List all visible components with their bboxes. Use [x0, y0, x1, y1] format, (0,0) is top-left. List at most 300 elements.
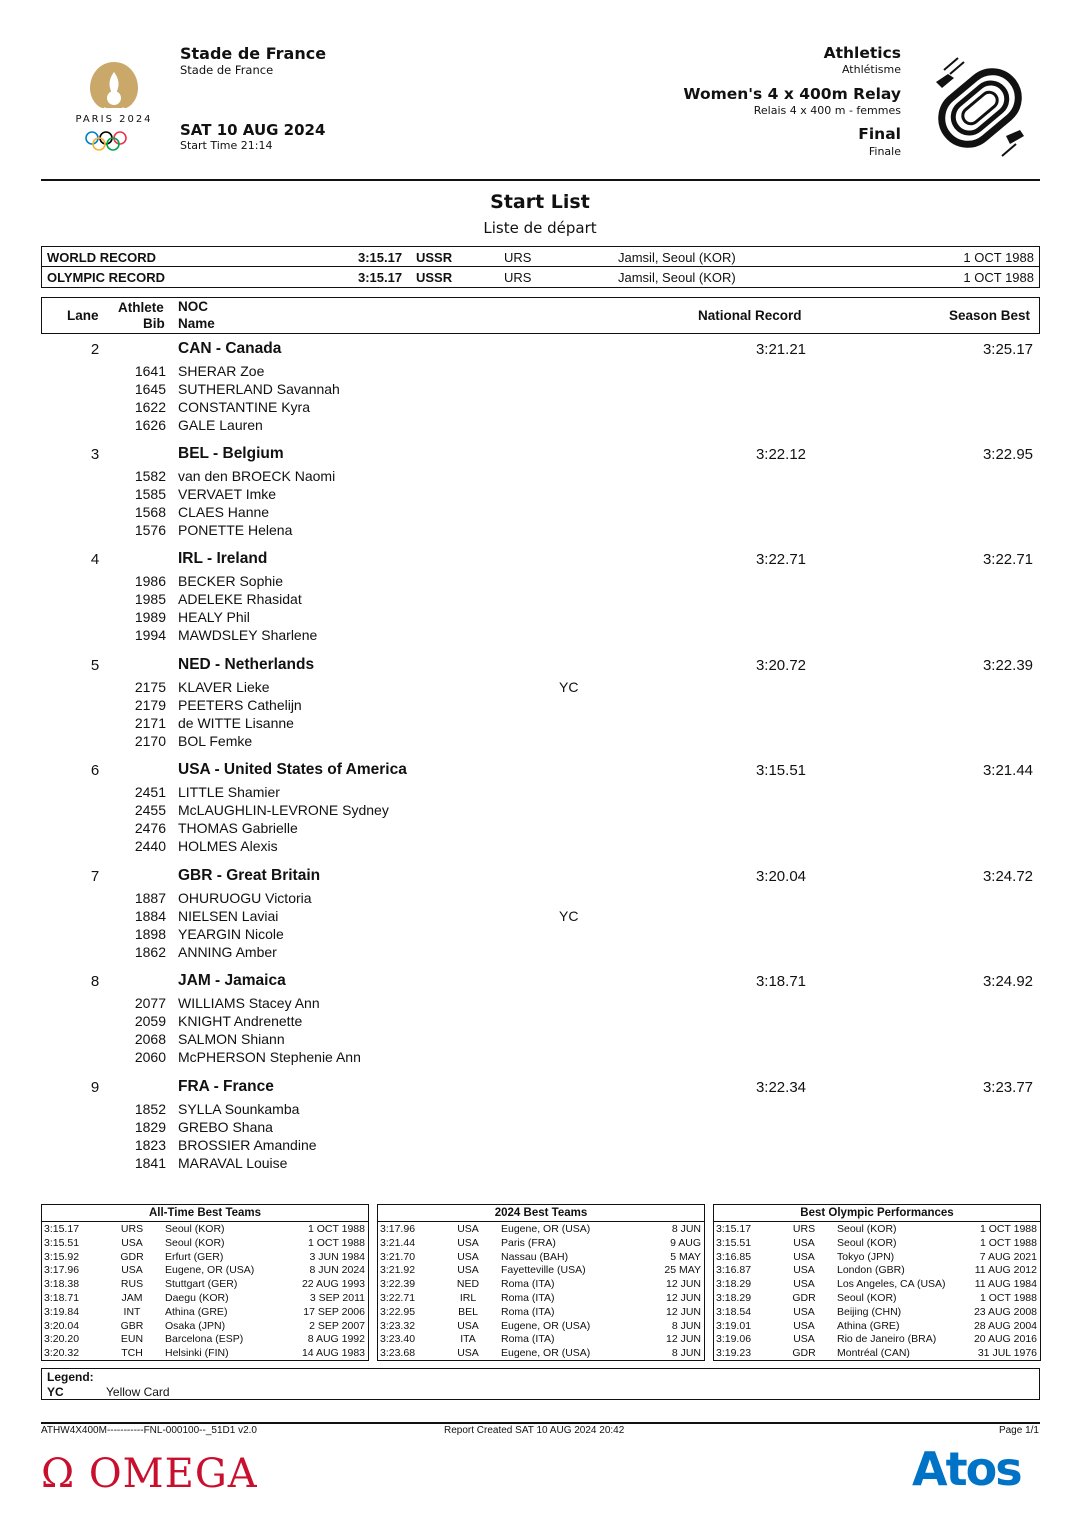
athlete-name: BROSSIER Amandine: [178, 1137, 317, 1153]
records-box: [41, 246, 1040, 288]
perf-time: 3:19.01: [716, 1319, 752, 1332]
perf-team: USA: [793, 1278, 815, 1291]
athlete-name: McPHERSON Stephenie Ann: [178, 1049, 361, 1065]
athlete-name: CONSTANTINE Kyra: [178, 399, 310, 415]
table-row: [378, 1251, 704, 1265]
record-time: 3:15.17: [358, 270, 403, 285]
perf-time: 3:16.87: [716, 1264, 752, 1277]
athlete-name: PONETTE Helena: [178, 522, 293, 538]
perf-team: USA: [121, 1236, 143, 1249]
perf-date: 22 AUG 1993: [301, 1278, 365, 1291]
column-header: [41, 297, 1040, 334]
national-record: 3:20.72: [755, 657, 806, 674]
athlete-name: ANNING Amber: [178, 944, 277, 960]
perf-team: USA: [457, 1347, 479, 1360]
athlete-bib: 1622: [134, 399, 166, 415]
col-season-best: Season Best: [949, 308, 1031, 323]
team-noc: JAM - Jamaica: [178, 972, 286, 989]
phase-name: Final: [858, 125, 901, 143]
national-record: 3:20.04: [755, 868, 806, 885]
perf-date: 12 JUN: [665, 1333, 701, 1346]
table-title: Best Olympic Performances: [714, 1205, 1040, 1222]
perf-time: 3:18.71: [44, 1292, 80, 1304]
olympic-rings-icon: [84, 130, 128, 157]
perf-team: GDR: [792, 1292, 816, 1304]
lane-number: 4: [90, 551, 100, 568]
athlete-name: BECKER Sophie: [178, 573, 284, 589]
athlete-bib: 1852: [134, 1101, 166, 1117]
table-row: [42, 1347, 368, 1361]
table-row: [714, 1333, 1040, 1347]
team-noc: IRL - Ireland: [178, 550, 268, 567]
perf-place: Paris (FRA): [501, 1236, 556, 1249]
perf-date: 11 AUG 1984: [974, 1278, 1037, 1291]
athlete-name: NIELSEN Laviai: [178, 908, 279, 924]
athlete-name: THOMAS Gabrielle: [178, 820, 298, 836]
perf-date: 7 AUG 2021: [979, 1250, 1037, 1263]
perf-date: 8 JUN: [671, 1347, 701, 1360]
table-row: [378, 1264, 704, 1278]
venue-name: Stade de France: [180, 44, 327, 63]
athlete-bib: 1585: [134, 486, 166, 502]
perf-place: Stuttgart (GER): [165, 1278, 238, 1291]
perf-date: 8 AUG 1992: [307, 1333, 365, 1346]
perf-date: 8 JUN: [671, 1319, 701, 1332]
record-time: 3:15.17: [358, 250, 403, 265]
page-title: Start List: [490, 191, 590, 213]
perf-time: 3:21.92: [380, 1264, 416, 1277]
table-row: [42, 1264, 368, 1278]
perf-time: 3:18.29: [716, 1292, 752, 1304]
table-row: [714, 1347, 1040, 1361]
perf-team: USA: [793, 1264, 815, 1277]
perf-team: NED: [456, 1278, 480, 1291]
legend-code: YC: [47, 1385, 64, 1399]
perf-team: JAM: [121, 1292, 143, 1304]
athlete-name: KNIGHT Andrenette: [178, 1013, 303, 1029]
perf-team: URS: [792, 1223, 816, 1235]
perf-place: Eugene, OR (USA): [165, 1264, 255, 1277]
athlete-bib: 1568: [134, 504, 166, 520]
table-row: [714, 1223, 1040, 1237]
athlete-bib: 2068: [134, 1031, 166, 1047]
col-athlete: Athlete: [118, 300, 164, 315]
athlete-name: SUTHERLAND Savannah: [178, 381, 340, 397]
col-name: Name: [178, 316, 215, 331]
table-row: [42, 1251, 368, 1265]
perf-date: 1 OCT 1988: [979, 1292, 1037, 1304]
perf-time: 3:22.39: [380, 1278, 416, 1291]
athlete-bib: 1576: [134, 522, 166, 538]
page-title-fr: Liste de départ: [483, 219, 597, 237]
sport-name-fr: Athlétisme: [841, 63, 901, 76]
table-row: [378, 1333, 704, 1347]
record-date: 1 OCT 1988: [963, 270, 1034, 285]
perf-date: 5 MAY: [670, 1250, 701, 1263]
season-best: 3:25.17: [982, 341, 1033, 358]
perf-team: GDR: [120, 1250, 144, 1263]
lane-number: 8: [90, 973, 100, 990]
perf-team: GDR: [792, 1347, 816, 1360]
perf-place: Fayetteville (USA): [501, 1264, 586, 1277]
record-place: Jamsil, Seoul (KOR): [618, 250, 736, 265]
perf-team: USA: [457, 1319, 479, 1332]
report-created: Report Created SAT 10 AUG 2024 20:42: [444, 1425, 625, 1436]
perf-place: Montréal (CAN): [837, 1347, 910, 1360]
record-team: USSR: [416, 250, 453, 265]
perf-place: Athina (GRE): [837, 1319, 900, 1332]
perf-team: USA: [457, 1250, 479, 1263]
team-noc: CAN - Canada: [178, 340, 282, 357]
perf-date: 12 JUN: [665, 1292, 701, 1304]
perf-time: 3:18.38: [44, 1278, 80, 1291]
perf-team: USA: [793, 1236, 815, 1249]
athlete-bib: 1887: [134, 890, 166, 906]
perf-time: 3:22.95: [380, 1305, 416, 1318]
table-row: [378, 1237, 704, 1251]
athlete-bib: 1841: [134, 1155, 166, 1171]
team-noc: GBR - Great Britain: [178, 867, 321, 884]
col-national-record: National Record: [698, 308, 802, 323]
perf-team: EUN: [120, 1333, 144, 1346]
legend-text: Yellow Card: [106, 1385, 170, 1399]
col-lane: Lane: [67, 308, 99, 323]
athlete-bib: 2179: [134, 697, 166, 713]
legend-box: [41, 1368, 1040, 1400]
perf-time: 3:19.06: [716, 1333, 752, 1346]
team-block: [41, 341, 1040, 441]
perf-time: 3:20.04: [44, 1319, 80, 1332]
perf-date: 1 OCT 1988: [979, 1236, 1037, 1249]
perf-team: USA: [121, 1264, 143, 1277]
olympic-record-row: [42, 267, 1039, 287]
legend-title: Legend:: [47, 1370, 94, 1384]
perf-place: Roma (ITA): [501, 1292, 555, 1304]
athlete-name: VERVAET Imke: [178, 486, 277, 502]
record-label: WORLD RECORD: [47, 250, 157, 265]
world-record-row: [42, 247, 1039, 267]
team-block: [41, 762, 1040, 862]
perf-date: 28 AUG 2004: [973, 1319, 1037, 1332]
perf-time: 3:17.96: [380, 1223, 416, 1235]
athlete-name: GREBO Shana: [178, 1119, 273, 1135]
perf-place: Nassau (BAH): [501, 1250, 569, 1263]
perf-date: 9 AUG: [670, 1236, 701, 1249]
athlete-name: CLAES Hanne: [178, 504, 270, 520]
perf-date: 25 MAY: [664, 1264, 701, 1277]
athlete-bib: 2059: [134, 1013, 166, 1029]
perf-place: Eugene, OR (USA): [501, 1347, 591, 1360]
perf-team: BEL: [458, 1305, 478, 1318]
table-row: [378, 1320, 704, 1334]
athlete-name: SYLLA Sounkamba: [178, 1101, 300, 1117]
perf-time: 3:20.32: [44, 1347, 80, 1360]
athlete-bib: 2455: [134, 802, 166, 818]
perf-date: 1 OCT 1988: [307, 1223, 365, 1235]
table-row: [378, 1292, 704, 1306]
athlete-bib: 1823: [134, 1137, 166, 1153]
perf-time: 3:15.17: [44, 1223, 80, 1235]
athlete-name: MAWDSLEY Sharlene: [178, 627, 318, 643]
athlete-bib: 1985: [134, 591, 166, 607]
athlete-name: LITTLE Shamier: [178, 784, 280, 800]
athlete-bib: 2170: [134, 733, 166, 749]
perf-time: 3:19.23: [716, 1347, 752, 1360]
perf-time: 3:22.71: [380, 1292, 416, 1304]
team-block: [41, 973, 1040, 1073]
athlete-bib: 1829: [134, 1119, 166, 1135]
athlete-name: HOLMES Alexis: [178, 838, 278, 854]
perf-place: Rio de Janeiro (BRA): [837, 1333, 937, 1346]
record-label: OLYMPIC RECORD: [47, 270, 165, 285]
perf-place: Seoul (KOR): [837, 1223, 897, 1235]
athlete-bib: 2451: [134, 784, 166, 800]
athlete-name: van den BROECK Naomi: [178, 468, 336, 484]
athlete-name: BOL Femke: [178, 733, 253, 749]
table-row: [42, 1292, 368, 1306]
lane-number: 2: [90, 341, 100, 358]
perf-date: 17 SEP 2006: [303, 1305, 365, 1318]
record-code: URS: [504, 270, 532, 285]
athlete-bib: 2171: [134, 715, 166, 731]
paris-2024-wordmark: PARIS 2024: [75, 114, 153, 125]
season-best: 3:21.44: [982, 762, 1033, 779]
perf-team: USA: [457, 1264, 479, 1277]
perf-time: 3:21.44: [380, 1236, 416, 1249]
perf-team: IRL: [459, 1292, 477, 1304]
team-noc: FRA - France: [178, 1078, 274, 1095]
team-block: [41, 1079, 1040, 1179]
table-title: All-Time Best Teams: [42, 1205, 368, 1222]
athlete-name: OHURUOGU Victoria: [178, 890, 312, 906]
team-block: [41, 446, 1040, 546]
perf-team: USA: [793, 1319, 815, 1332]
sport-name: Athletics: [823, 44, 901, 62]
perf-place: Eugene, OR (USA): [501, 1223, 591, 1235]
document-code: ATHW4X400M-----------FNL-000100--_51D1 v2.0: [41, 1425, 257, 1436]
phase-name-fr: Finale: [868, 145, 901, 158]
perf-date: 1 OCT 1988: [307, 1236, 365, 1249]
athlete-bib: 1994: [134, 627, 166, 643]
athlete-bib: 2476: [134, 820, 166, 836]
athlete-bib: 1862: [134, 944, 166, 960]
athlete-bib: 2077: [134, 995, 166, 1011]
perf-date: 31 JUL 1976: [977, 1347, 1037, 1360]
perf-team: USA: [457, 1236, 479, 1249]
perf-time: 3:18.29: [716, 1278, 752, 1291]
table-row: [714, 1320, 1040, 1334]
col-noc: NOC: [178, 299, 208, 314]
table-row: [378, 1278, 704, 1292]
perf-place: Erfurt (GER): [165, 1250, 224, 1263]
perf-time: 3:23.40: [380, 1333, 416, 1346]
athlete-name: SHERAR Zoe: [178, 363, 265, 379]
season-best-table: [377, 1204, 705, 1361]
athlete-name: de WITTE Lisanne: [178, 715, 294, 731]
perf-place: London (GBR): [837, 1264, 905, 1277]
perf-place: Seoul (KOR): [165, 1236, 225, 1249]
olympic-best-table: [713, 1204, 1041, 1361]
perf-date: 3 JUN 1984: [309, 1250, 365, 1263]
table-row: [42, 1320, 368, 1334]
perf-date: 12 JUN: [665, 1305, 701, 1318]
table-row: [42, 1333, 368, 1347]
all-time-best-table: [41, 1204, 369, 1361]
perf-place: Daegu (KOR): [165, 1292, 229, 1304]
perf-time: 3:20.20: [44, 1333, 80, 1346]
perf-place: Roma (ITA): [501, 1333, 555, 1346]
table-row: [42, 1223, 368, 1237]
athlete-bib: 1884: [134, 908, 166, 924]
record-team: USSR: [416, 270, 453, 285]
start-time: Start Time 21:14: [180, 139, 273, 152]
perf-team: USA: [457, 1223, 479, 1235]
national-record: 3:22.71: [755, 551, 806, 568]
perf-place: Tokyo (JPN): [837, 1250, 895, 1263]
perf-place: Athina (GRE): [165, 1305, 228, 1318]
athlete-note: YC: [559, 679, 579, 695]
team-block: [41, 551, 1040, 651]
footer-divider: [41, 1422, 1040, 1424]
season-best: 3:23.77: [982, 1079, 1033, 1096]
national-record: 3:21.21: [755, 341, 806, 358]
athlete-bib: 2060: [134, 1049, 166, 1065]
event-name: Women's 4 x 400m Relay: [683, 85, 901, 103]
perf-time: 3:17.96: [44, 1264, 80, 1277]
national-record: 3:22.34: [755, 1079, 806, 1096]
athlete-note: YC: [559, 908, 579, 924]
athlete-bib: 1626: [134, 417, 166, 433]
athlete-bib: 1898: [134, 926, 166, 942]
perf-time: 3:15.17: [716, 1223, 752, 1235]
season-best: 3:22.71: [982, 551, 1033, 568]
season-best: 3:24.72: [982, 868, 1033, 885]
perf-team: USA: [793, 1333, 815, 1346]
lane-number: 9: [90, 1079, 100, 1096]
athlete-bib: 1582: [134, 468, 166, 484]
page-number: Page 1/1: [998, 1425, 1039, 1436]
athlete-bib: 1989: [134, 609, 166, 625]
athlete-bib: 1645: [134, 381, 166, 397]
col-bib: Bib: [143, 316, 165, 331]
record-date: 1 OCT 1988: [963, 250, 1034, 265]
event-date: SAT 10 AUG 2024: [180, 121, 326, 139]
perf-team: USA: [793, 1250, 815, 1263]
record-code: URS: [504, 250, 532, 265]
perf-date: 12 JUN: [665, 1278, 701, 1291]
table-row: [714, 1237, 1040, 1251]
perf-date: 1 OCT 1988: [979, 1223, 1037, 1235]
perf-team: GBR: [120, 1319, 144, 1332]
athlete-name: McLAUGHLIN-LEVRONE Sydney: [178, 802, 389, 818]
perf-time: 3:21.70: [380, 1250, 416, 1263]
athlete-name: MARAVAL Louise: [178, 1155, 288, 1171]
athlete-bib: 2440: [134, 838, 166, 854]
omega-logo: Ω OMEGA: [41, 1451, 258, 1497]
lane-number: 3: [90, 446, 100, 463]
perf-time: 3:15.92: [44, 1250, 80, 1263]
perf-date: 14 AUG 1983: [301, 1347, 365, 1360]
team-noc: USA - United States of America: [178, 761, 407, 778]
atos-logo: Atos: [912, 1442, 1021, 1496]
table-row: [714, 1306, 1040, 1320]
perf-team: INT: [123, 1305, 141, 1318]
perf-time: 3:15.51: [44, 1236, 80, 1249]
athlete-name: YEARGIN Nicole: [178, 926, 284, 942]
perf-time: 3:23.32: [380, 1319, 416, 1332]
table-row: [42, 1237, 368, 1251]
perf-time: 3:18.54: [716, 1305, 752, 1318]
athlete-name: ADELEKE Rhasidat: [178, 591, 302, 607]
table-row: [714, 1264, 1040, 1278]
perf-place: Roma (ITA): [501, 1305, 555, 1318]
header-divider: [41, 179, 1040, 181]
team-block: [41, 657, 1040, 757]
team-noc: NED - Netherlands: [178, 656, 315, 673]
perf-place: Seoul (KOR): [165, 1223, 225, 1235]
lane-number: 7: [90, 868, 100, 885]
perf-time: 3:23.68: [380, 1347, 416, 1360]
athlete-name: SALMON Shiann: [178, 1031, 285, 1047]
season-best: 3:24.92: [982, 973, 1033, 990]
national-record: 3:15.51: [755, 762, 806, 779]
national-record: 3:22.12: [755, 446, 806, 463]
perf-place: Roma (ITA): [501, 1278, 555, 1291]
perf-place: Eugene, OR (USA): [501, 1319, 591, 1332]
athlete-name: GALE Lauren: [178, 417, 263, 433]
perf-place: Beijing (CHN): [837, 1305, 902, 1318]
table-row: [378, 1223, 704, 1237]
season-best: 3:22.95: [982, 446, 1033, 463]
perf-place: Osaka (JPN): [165, 1319, 226, 1332]
table-row: [714, 1292, 1040, 1306]
perf-team: URS: [120, 1223, 144, 1235]
perf-date: 23 AUG 2008: [973, 1305, 1037, 1318]
perf-date: 8 JUN 2024: [309, 1264, 365, 1277]
season-best: 3:22.39: [982, 657, 1033, 674]
table-row: [378, 1347, 704, 1361]
athlete-bib: 2175: [134, 679, 166, 695]
perf-time: 3:15.51: [716, 1236, 752, 1249]
lane-number: 5: [90, 657, 100, 674]
athlete-bib: 1986: [134, 573, 166, 589]
perf-date: 3 SEP 2011: [309, 1292, 365, 1304]
perf-time: 3:19.84: [44, 1305, 80, 1318]
table-row: [714, 1278, 1040, 1292]
table-row: [42, 1278, 368, 1292]
venue-name-fr: Stade de France: [180, 63, 274, 77]
athlete-bib: 1641: [134, 363, 166, 379]
lane-number: 6: [90, 762, 100, 779]
athlete-name: PEETERS Cathelijn: [178, 697, 302, 713]
team-block: [41, 868, 1040, 968]
perf-date: 2 SEP 2007: [309, 1319, 365, 1332]
table-title: 2024 Best Teams: [378, 1205, 704, 1222]
table-row: [42, 1306, 368, 1320]
athlete-name: KLAVER Lieke: [178, 679, 270, 695]
athlete-name: HEALY Phil: [178, 609, 250, 625]
perf-date: 11 AUG 2012: [974, 1264, 1037, 1277]
perf-place: Helsinki (FIN): [165, 1347, 229, 1360]
perf-date: 8 JUN: [671, 1223, 701, 1235]
record-place: Jamsil, Seoul (KOR): [618, 270, 736, 285]
table-row: [714, 1251, 1040, 1265]
team-noc: BEL - Belgium: [178, 445, 284, 462]
perf-team: USA: [793, 1305, 815, 1318]
athletics-pictogram-icon: [924, 52, 1036, 164]
perf-place: Barcelona (ESP): [165, 1333, 244, 1346]
perf-place: Seoul (KOR): [837, 1292, 897, 1304]
